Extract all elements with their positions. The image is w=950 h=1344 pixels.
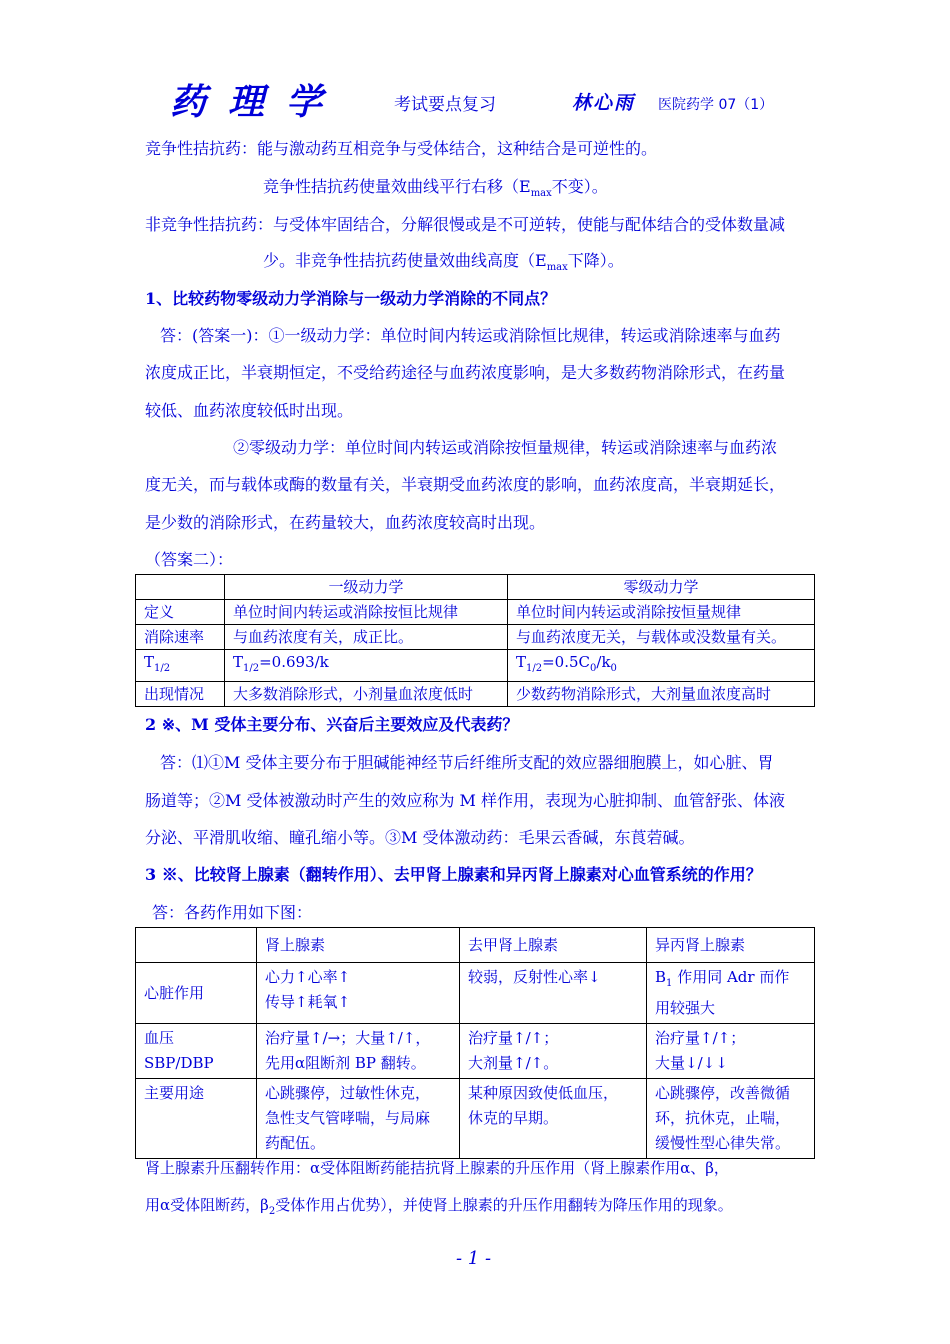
- row-header: [136, 650, 225, 682]
- q1-answer2-line1: ②零级动力学：单位时间内转运或消除按恒量规律，转运或消除速率与血药浓: [233, 438, 778, 457]
- q2-answer-line3: 分泌、平滑肌收缩、瞳孔缩小等。③M 受体激动药：毛果云香碱，东莨菪碱。: [145, 828, 695, 847]
- subscript: 2: [268, 1206, 276, 1217]
- cell-line: 环，抗休克，止喘，: [655, 1109, 791, 1127]
- cell-line: 先用α阻断剂 BP 翻转。: [265, 1054, 426, 1072]
- table-header: 去甲肾上腺素: [460, 928, 647, 963]
- table-cell: [508, 650, 815, 682]
- cell-line: 治疗量↑/↑；: [468, 1029, 559, 1047]
- t-symbol: T: [516, 653, 527, 671]
- kinetics-comparison-table: [135, 574, 815, 707]
- row-header: 出现情况: [136, 682, 225, 707]
- table-cell: 单位时间内转运或消除按恒比规律: [225, 600, 508, 625]
- cell-line: 治疗量↑/↑；: [655, 1029, 746, 1047]
- competitive-antagonist-curve: [263, 174, 608, 199]
- noncompetitive-antagonist-curve: [263, 248, 624, 273]
- question-2-title: 2 ※、M 受体主要分布、兴奋后主要效应及代表药？: [145, 715, 519, 734]
- table-cell: 较弱，反射性心率↓: [460, 963, 647, 1024]
- question-1-title: 1、比较药物零级动力学消除与一级动力学消除的不同点？: [145, 289, 557, 308]
- table-row: [136, 928, 815, 963]
- curve-text: 竞争性拮抗药使量效曲线平行右移（E: [263, 177, 531, 196]
- formula: /k: [596, 653, 611, 671]
- subscript: 1/2: [154, 663, 171, 674]
- cell-text: 作用同 Adr 而作: [677, 968, 790, 986]
- table-cell: 与血药浓度有关，成正比。: [225, 625, 508, 650]
- row-header: 心脏作用: [136, 963, 257, 1024]
- q2-answer-line2: 肠道等；②M 受体被激动时产生的效应称为 M 样作用，表现为心脏抑制、血管舒张、体液: [145, 791, 786, 810]
- curve-text: 少。非竞争性拮抗药使量效曲线高度（E: [263, 251, 547, 270]
- table-cell: 与血药浓度无关，与载体或没数量有关。: [508, 625, 815, 650]
- row-header: 血压 SBP/DBP: [136, 1024, 257, 1079]
- cell-line: 心跳骤停，过敏性休克，: [265, 1084, 431, 1102]
- table-header: 异丙肾上腺素: [647, 928, 815, 963]
- subscript: 1/2: [526, 663, 543, 674]
- cell-line: 某种原因致使低血压，: [468, 1084, 619, 1102]
- table-row: [136, 625, 815, 650]
- adrenergic-comparison-table: [135, 927, 815, 1159]
- table-header: 零级动力学: [508, 575, 815, 600]
- q1-answer1-line1: 答：(答案一)：①一级动力学：单位时间内转运或消除恒比规律，转运或消除速率与血药: [160, 326, 781, 345]
- noncompetitive-antagonist-def: 非竞争性拮抗药：与受体牢固结合，分解很慢或是不可逆转，使能与配体结合的受体数量减: [145, 215, 786, 234]
- competitive-antagonist-def: 竞争性拮抗药：能与激动药互相竞争与受体结合，这种结合是可逆性的。: [145, 139, 658, 158]
- row-header: 主要用途: [136, 1079, 257, 1159]
- formula: =0.693/k: [259, 653, 329, 671]
- table-cell: [647, 1079, 815, 1159]
- cell-line: 心力↑心率↑: [265, 968, 351, 986]
- table-row: [136, 575, 815, 600]
- formula: =0.5C: [542, 653, 591, 671]
- q1-answer1-line3: 较低、血药浓度较低时出现。: [145, 401, 354, 420]
- curve-text-end: 下降）。: [567, 251, 624, 270]
- header-subtitle: 考试要点复习: [394, 95, 496, 115]
- table-header: 一级动力学: [225, 575, 508, 600]
- row-header: 消除速率: [136, 625, 225, 650]
- cell-line: [655, 965, 806, 996]
- reversal-note-line1: 肾上腺素升压翻转作用：α受体阻断药能拮抗肾上腺素的升压作用（肾上腺素作用α、β，: [145, 1159, 729, 1177]
- note-text-end: 受体作用占优势），并使肾上腺素的升压作用翻转为降压作用的现象。: [275, 1196, 733, 1214]
- table-row: [136, 963, 815, 1024]
- q1-answer1-line2: 浓度成正比，半衰期恒定，不受给药途径与血药浓度影响，是大多数药物消除形式，在药量: [145, 363, 786, 382]
- table-cell: 单位时间内转运或消除按恒量规律: [508, 600, 815, 625]
- beta-symbol: Β: [655, 968, 667, 986]
- cell-line: 传导↑耗氧↑: [265, 993, 351, 1011]
- question-3-title: 3 ※、比较肾上腺素（翻转作用）、去甲肾上腺素和异丙肾上腺素对心血管系统的作用？: [145, 865, 762, 884]
- table-row: [136, 682, 815, 707]
- table-row: [136, 1079, 815, 1159]
- curve-text-end: 不变）。: [551, 177, 608, 196]
- table-cell: 少数药物消除形式，大剂量血浓度高时: [508, 682, 815, 707]
- q1-answer2-line3: 是少数的消除形式，在药量较大，血药浓度较高时出现。: [145, 513, 546, 532]
- cell-line: 大量↓/↓↓: [655, 1054, 728, 1072]
- cell-line: 治疗量↑/→；大量↑/↑，: [265, 1029, 431, 1047]
- cell-line: 心跳骤停，改善微循: [655, 1084, 791, 1102]
- cell-line: 药配伍。: [265, 1134, 326, 1152]
- table-cell: 大多数消除形式，小剂量血浓度低时: [225, 682, 508, 707]
- subscript: max: [546, 262, 568, 274]
- row-header: 定义: [136, 600, 225, 625]
- t-symbol: T: [144, 653, 155, 671]
- cell-line: 大剂量↑/↑。: [468, 1054, 559, 1072]
- table-cell: [460, 1079, 647, 1159]
- header-class: 医院药学 07（1）: [658, 97, 774, 113]
- header-title: 药理学: [170, 81, 345, 123]
- q1-answer2-label: （答案二）：: [145, 550, 234, 569]
- t-symbol: T: [233, 653, 244, 671]
- subscript: 1/2: [243, 663, 260, 674]
- header-author: 林心雨: [572, 92, 636, 114]
- cell-line: 休克的早期。: [468, 1109, 559, 1127]
- cell-line: 用较强大: [655, 999, 716, 1017]
- table-cell: [257, 1024, 460, 1079]
- table-header: 肾上腺素: [257, 928, 460, 963]
- note-text: 用α受体阻断药，β: [145, 1196, 269, 1214]
- subscript: 0: [610, 663, 617, 674]
- q2-answer-line1: 答：⑴①M 受体主要分布于胆碱能神经节后纤维所支配的效应器细胞膜上，如心脏、胃: [160, 753, 774, 772]
- table-cell: [460, 1024, 647, 1079]
- q1-answer2-line2: 度无关，而与载体或酶的数量有关，半衰期受血药浓度的影响，血药浓度高，半衰期延长，: [145, 475, 786, 494]
- table-cell: [647, 963, 815, 1024]
- table-cell: [257, 1079, 460, 1159]
- table-row: [136, 600, 815, 625]
- reversal-note-line2: [145, 1194, 733, 1217]
- table-cell: [136, 575, 225, 600]
- page-number: - 1 -: [456, 1248, 492, 1269]
- subscript: max: [530, 188, 552, 200]
- table-cell: [225, 650, 508, 682]
- table-cell: [136, 928, 257, 963]
- subscript: 1: [666, 978, 673, 989]
- subscript: 0: [590, 663, 597, 674]
- table-cell: [257, 963, 460, 1024]
- table-cell: [647, 1024, 815, 1079]
- q3-answer: 答：各药作用如下图：: [152, 903, 313, 922]
- cell-line: 急性支气管哮喘，与局麻: [265, 1109, 431, 1127]
- table-row: [136, 650, 815, 682]
- table-row: [136, 1024, 815, 1079]
- cell-line: 缓慢性型心律失常。: [655, 1134, 791, 1152]
